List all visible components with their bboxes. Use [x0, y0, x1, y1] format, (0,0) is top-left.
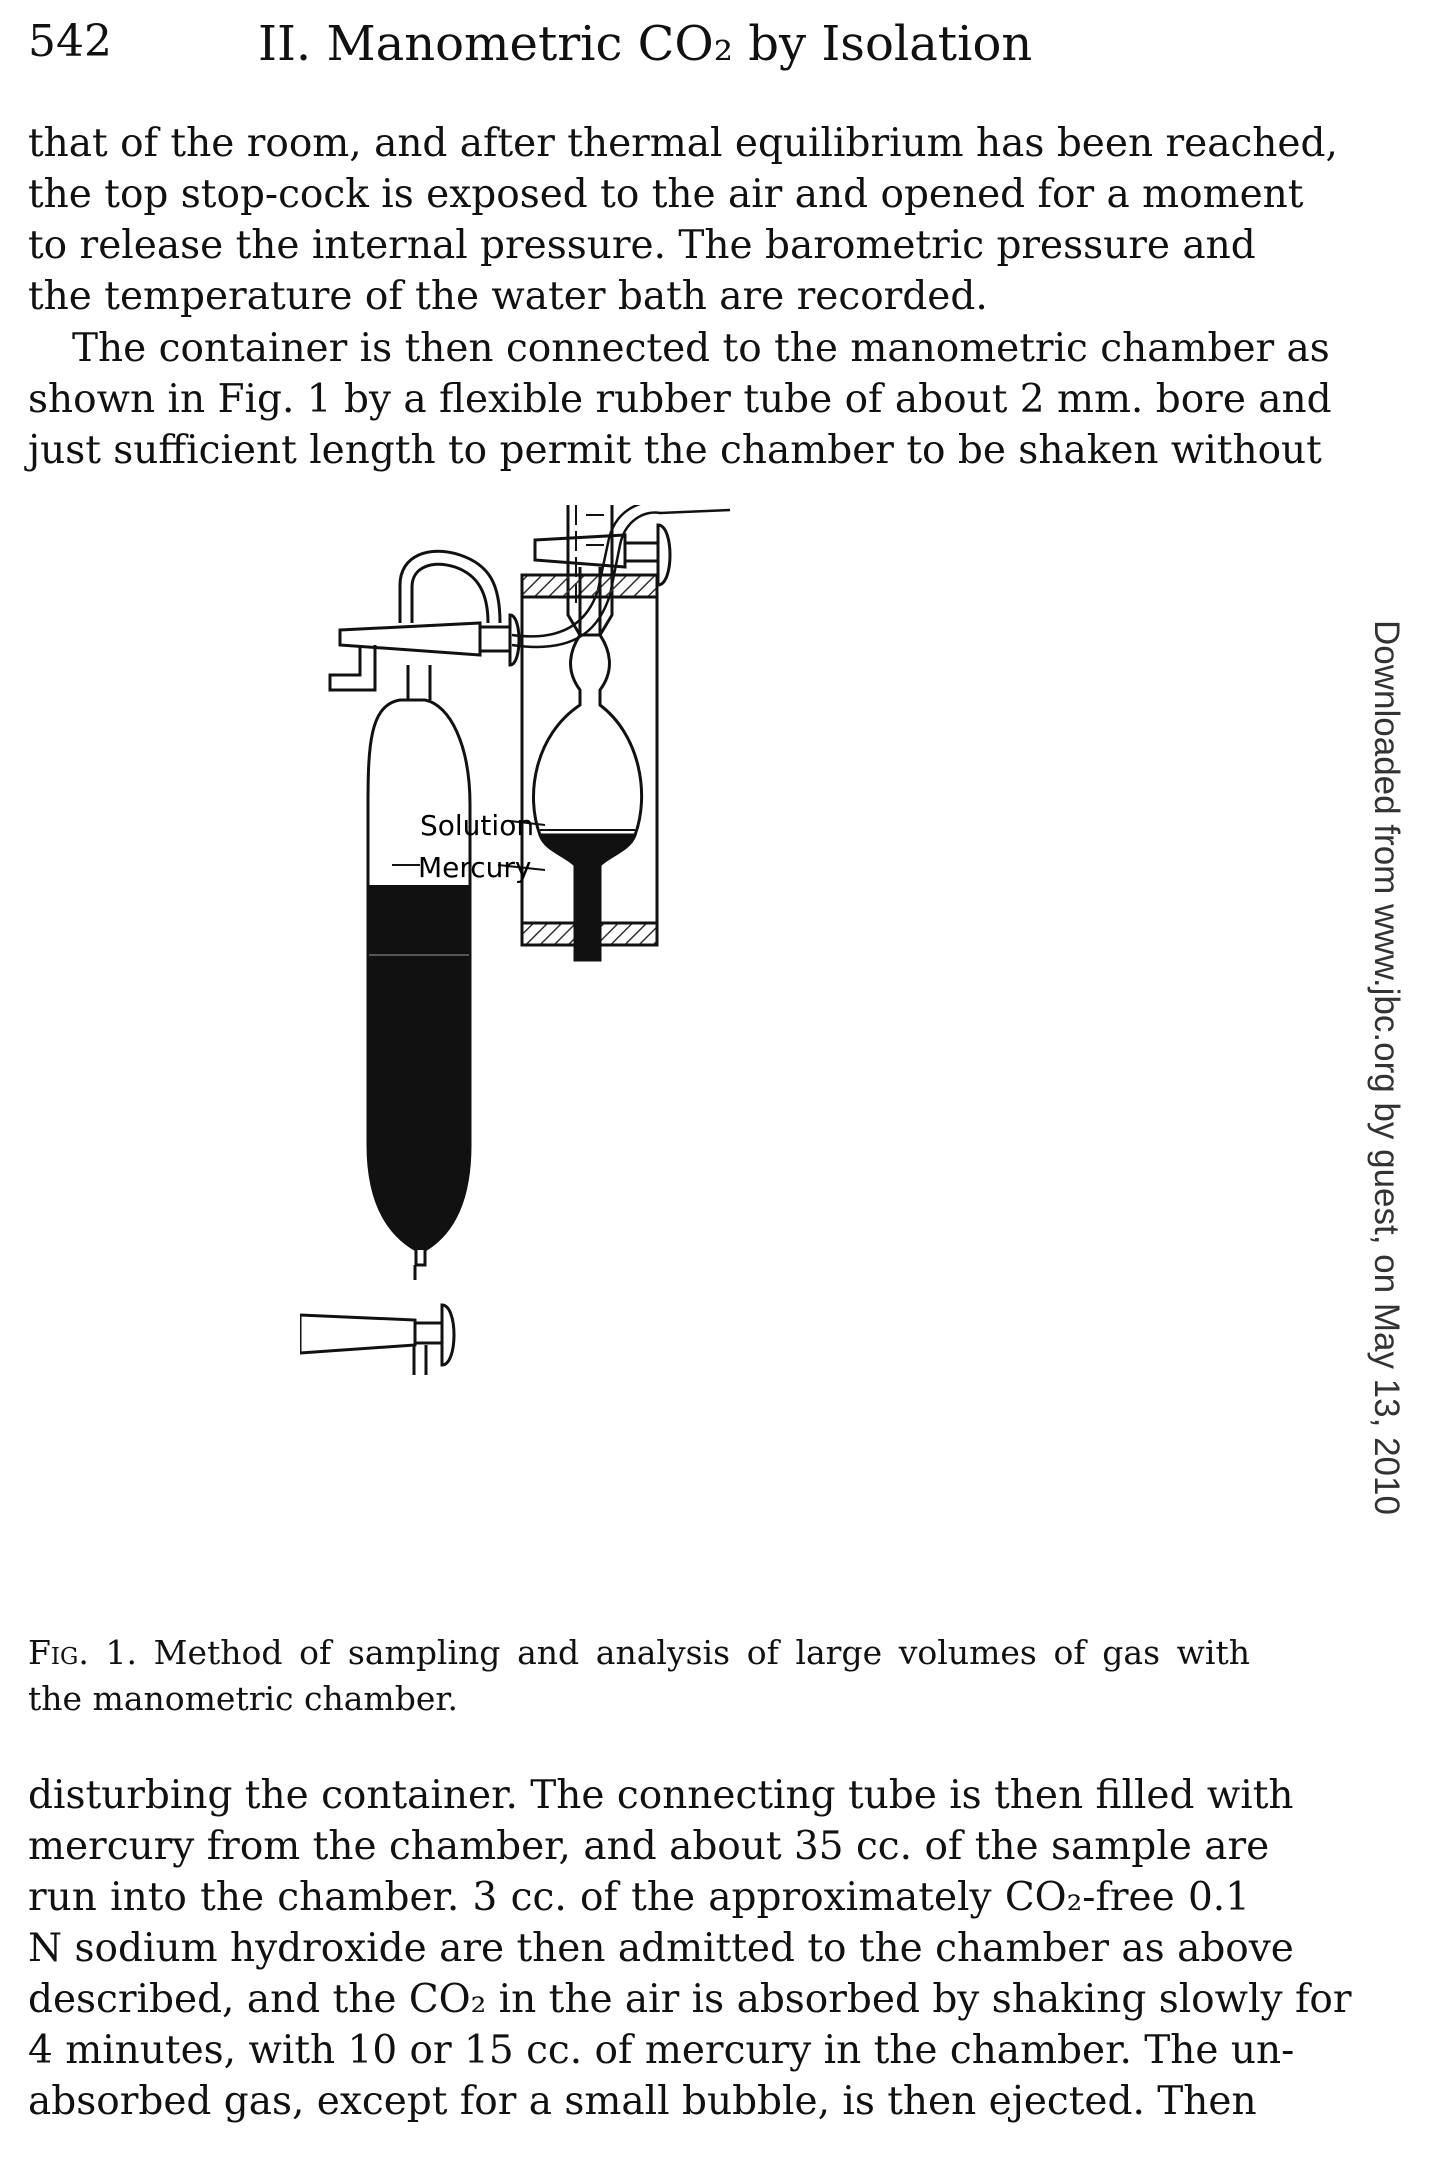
caption-line: the manometric chamber. [28, 1679, 458, 1718]
page-header [28, 10, 1258, 80]
text-line: to release the internal pressure. The barometric pressure and [28, 223, 1256, 268]
caption-line [28, 1630, 1250, 1676]
text-line: The container is then connected to the manometric chamber as [72, 326, 1330, 371]
paragraph-2 [28, 323, 1332, 476]
chamber-bulbs [533, 567, 641, 835]
label-mercury: Mercury [418, 851, 532, 884]
text-line: described, and the CO₂ in the air is absorbed by shaking slowly for [28, 1977, 1352, 2022]
paragraph-1 [28, 118, 1338, 322]
connecting-tube [400, 551, 500, 623]
label-solution: Solution [420, 809, 535, 842]
paragraph-3 [28, 1770, 1352, 2127]
burette [560, 505, 620, 635]
apparatus-drawing [300, 505, 1000, 1615]
text-line: absorbed gas, except for a small bubble, is then ejected. Then [28, 2079, 1257, 2124]
text-line: the top stop-cock is exposed to the air and opened for a moment [28, 172, 1304, 217]
text-line: mercury from the chamber, and about 35 cc. of the sample are [28, 1824, 1270, 1869]
text-line: disturbing the container. The connecting tube is then filled with [28, 1773, 1294, 1818]
text-line: just sufficient length to permit the chamber to be shaken without [28, 428, 1322, 473]
watermark-text: Downloaded from www.jbc.org by guest, on May 13, 2010 [1367, 620, 1406, 1515]
page-number: 542 [28, 16, 112, 67]
figure-apparatus [300, 505, 1000, 1615]
text-line: N sodium hydroxide are then admitted to the chamber as above [28, 1926, 1294, 1971]
text-line: that of the room, and after thermal equilibrium has been reached, [28, 121, 1338, 166]
running-title: II. Manometric CO₂ by Isolation [258, 16, 1033, 72]
figure-caption [28, 1630, 1250, 1722]
container-mercury [369, 885, 469, 1147]
download-watermark [1338, 620, 1418, 1520]
caption-fig-label: Fig. 1. [28, 1633, 137, 1672]
text-line: 4 minutes, with 10 or 15 cc. of mercury in the chamber. The un- [28, 2028, 1295, 2073]
text-line: run into the chamber. 3 cc. of the approximately CO₂-free 0.1 [28, 1875, 1250, 1920]
text-line: the temperature of the water bath are recorded. [28, 274, 988, 319]
text-line: shown in Fig. 1 by a flexible rubber tube of about 2 mm. bore and [28, 377, 1332, 422]
caption-text: Method of sampling and analysis of large volumes of gas with [137, 1633, 1250, 1672]
